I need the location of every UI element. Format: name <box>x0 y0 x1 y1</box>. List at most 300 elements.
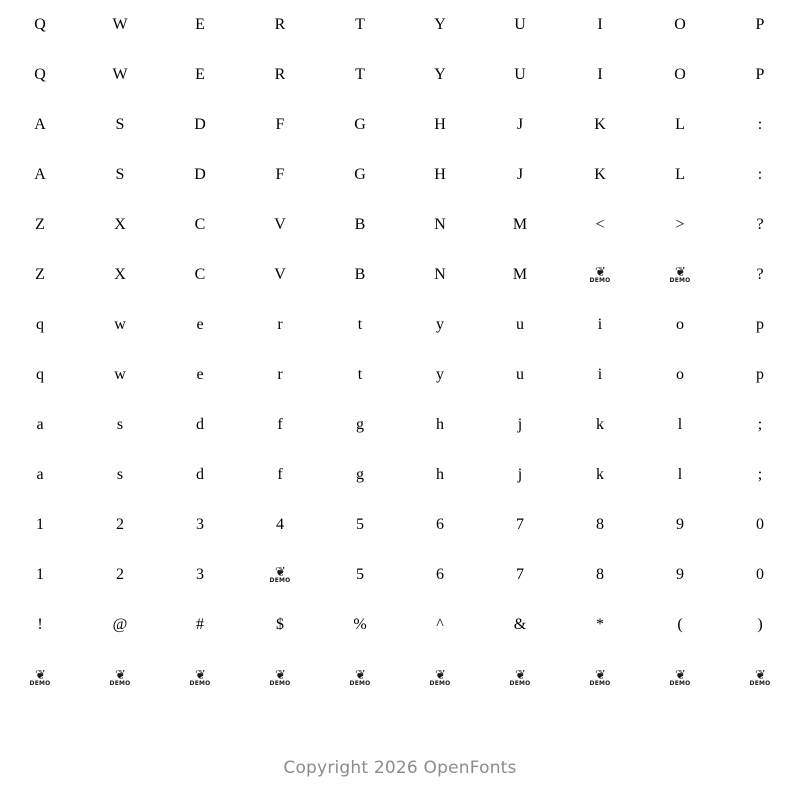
glyph: ? <box>756 266 764 283</box>
glyph-cell <box>160 250 240 300</box>
glyph: ^ <box>436 616 444 633</box>
glyph: 1 <box>36 566 44 583</box>
glyph: B <box>354 266 366 283</box>
glyph: o <box>676 316 684 333</box>
glyph-cell <box>400 150 480 200</box>
glyph-cell <box>320 450 400 500</box>
glyph-cell <box>640 200 720 250</box>
demo-label: DEMO <box>269 576 291 584</box>
glyph: l <box>677 466 683 483</box>
flower-icon: ❦ <box>435 667 445 683</box>
glyph: 0 <box>756 566 764 583</box>
glyph-cell <box>160 0 240 50</box>
glyph-cell <box>240 650 320 706</box>
glyph-cell <box>0 150 80 200</box>
glyph-cell <box>160 450 240 500</box>
glyph: K <box>594 116 606 133</box>
glyph: E <box>195 66 205 83</box>
glyph-cell <box>0 250 80 300</box>
glyph: E <box>195 16 205 33</box>
glyph: G <box>354 116 366 133</box>
glyph: I <box>597 16 603 33</box>
glyph: O <box>674 66 686 83</box>
glyph-cell <box>640 400 720 450</box>
glyph: 3 <box>196 516 204 533</box>
glyph-cell <box>0 400 80 450</box>
glyph: U <box>514 66 526 83</box>
glyph: N <box>434 266 446 283</box>
glyph: T <box>355 16 365 33</box>
glyph-cell <box>400 350 480 400</box>
glyph: ; <box>757 416 763 433</box>
demo-placeholder-glyph <box>510 669 531 687</box>
glyph-cell <box>480 0 560 50</box>
glyph-cell <box>320 100 400 150</box>
glyph: 0 <box>756 516 764 533</box>
glyph: Y <box>434 66 446 83</box>
glyph: G <box>354 166 366 183</box>
demo-label: DEMO <box>589 276 611 284</box>
glyph: j <box>517 466 523 483</box>
glyph-cell <box>560 100 640 150</box>
glyph: p <box>756 366 764 383</box>
glyph: f <box>277 466 283 483</box>
glyph-cell <box>240 550 320 600</box>
glyph-cell <box>640 0 720 50</box>
glyph: * <box>596 616 604 633</box>
glyph: 9 <box>676 516 684 533</box>
demo-label: DEMO <box>669 276 691 284</box>
glyph-cell <box>640 100 720 150</box>
glyph: h <box>436 416 444 433</box>
glyph: % <box>353 616 367 633</box>
glyph-cell <box>400 250 480 300</box>
demo-placeholder-glyph <box>350 669 371 687</box>
copyright-footer: Copyright 2026 OpenFonts <box>283 758 517 778</box>
glyph-cell <box>560 0 640 50</box>
glyph: & <box>513 616 527 633</box>
glyph-cell <box>160 550 240 600</box>
glyph-cell <box>80 550 160 600</box>
glyph: Q <box>34 66 46 83</box>
glyph-cell <box>720 350 800 400</box>
glyph: u <box>516 366 524 383</box>
flower-icon: ❦ <box>355 667 365 683</box>
demo-label: DEMO <box>509 679 531 687</box>
glyph: 5 <box>356 516 364 533</box>
glyph-cell <box>480 350 560 400</box>
glyph-cell <box>320 350 400 400</box>
glyph-cell <box>720 50 800 100</box>
glyph: s <box>116 466 124 483</box>
glyph-cell <box>80 300 160 350</box>
glyph-cell <box>320 300 400 350</box>
glyph-cell <box>720 500 800 550</box>
glyph: V <box>274 266 286 283</box>
glyph-cell <box>240 50 320 100</box>
demo-placeholder-glyph <box>30 669 51 687</box>
glyph-cell <box>480 250 560 300</box>
glyph-cell <box>560 50 640 100</box>
glyph: f <box>277 416 283 433</box>
glyph: O <box>674 16 686 33</box>
glyph-cell <box>80 150 160 200</box>
glyph-cell <box>80 500 160 550</box>
glyph: P <box>755 16 765 33</box>
glyph: e <box>196 366 204 383</box>
glyph-cell <box>400 650 480 706</box>
flower-icon: ❦ <box>195 667 205 683</box>
glyph: o <box>676 366 684 383</box>
glyph: J <box>516 116 524 133</box>
glyph: R <box>274 66 286 83</box>
glyph: 6 <box>436 566 444 583</box>
demo-placeholder-glyph <box>750 669 771 687</box>
glyph-cell <box>320 200 400 250</box>
glyph: A <box>34 116 46 133</box>
glyph: a <box>36 466 44 483</box>
glyph-cell <box>0 100 80 150</box>
glyph: i <box>597 316 603 333</box>
glyph-cell <box>720 550 800 600</box>
glyph: q <box>36 366 44 383</box>
glyph-cell <box>480 650 560 706</box>
glyph-cell <box>320 150 400 200</box>
glyph: 8 <box>596 566 604 583</box>
glyph-cell <box>640 550 720 600</box>
glyph-cell <box>160 600 240 650</box>
glyph: w <box>114 366 126 383</box>
glyph-cell <box>240 500 320 550</box>
glyph-cell <box>0 50 80 100</box>
glyph: g <box>356 466 364 483</box>
flower-icon: ❦ <box>595 264 605 280</box>
glyph-cell <box>320 600 400 650</box>
glyph-cell <box>720 650 800 706</box>
demo-label: DEMO <box>589 679 611 687</box>
glyph-cell <box>640 300 720 350</box>
glyph-cell <box>320 500 400 550</box>
glyph-cell <box>320 400 400 450</box>
glyph-cell <box>480 600 560 650</box>
glyph-cell <box>640 600 720 650</box>
glyph: y <box>436 316 444 333</box>
glyph: C <box>194 216 206 233</box>
glyph-cell <box>320 50 400 100</box>
glyph: $ <box>276 616 284 633</box>
glyph-cell <box>480 300 560 350</box>
glyph: Q <box>34 16 46 33</box>
glyph: Y <box>434 16 446 33</box>
glyph: X <box>114 266 126 283</box>
flower-icon: ❦ <box>275 667 285 683</box>
glyph-cell <box>240 250 320 300</box>
glyph-cell <box>240 350 320 400</box>
glyph: H <box>434 116 446 133</box>
glyph: : <box>757 116 763 133</box>
glyph-cell <box>400 550 480 600</box>
glyph: # <box>196 616 204 633</box>
glyph: l <box>677 416 683 433</box>
glyph: p <box>756 316 764 333</box>
glyph-cell <box>720 600 800 650</box>
glyph-cell <box>400 50 480 100</box>
glyph: U <box>514 16 526 33</box>
glyph: : <box>757 166 763 183</box>
glyph: 7 <box>516 566 524 583</box>
glyph-cell <box>480 50 560 100</box>
glyph: V <box>274 216 286 233</box>
demo-placeholder-glyph <box>430 669 451 687</box>
flower-icon: ❦ <box>675 667 685 683</box>
glyph-cell <box>720 100 800 150</box>
glyph-cell <box>640 50 720 100</box>
glyph: a <box>36 416 44 433</box>
glyph: N <box>434 216 446 233</box>
glyph-cell <box>720 150 800 200</box>
glyph: j <box>517 416 523 433</box>
glyph-cell <box>80 400 160 450</box>
glyph-cell <box>320 250 400 300</box>
glyph-cell <box>320 550 400 600</box>
glyph-cell <box>480 500 560 550</box>
demo-label: DEMO <box>669 679 691 687</box>
glyph: 8 <box>596 516 604 533</box>
glyph-cell <box>240 600 320 650</box>
glyph-cell <box>0 450 80 500</box>
glyph-cell <box>80 0 160 50</box>
flower-icon: ❦ <box>595 667 605 683</box>
glyph: 3 <box>196 566 204 583</box>
demo-label: DEMO <box>109 679 131 687</box>
glyph: H <box>434 166 446 183</box>
glyph-cell <box>160 350 240 400</box>
glyph-cell <box>400 500 480 550</box>
glyph-cell <box>160 150 240 200</box>
glyph-cell <box>0 650 80 706</box>
glyph: M <box>512 266 528 283</box>
glyph: 5 <box>356 566 364 583</box>
glyph: g <box>356 416 364 433</box>
glyph: ! <box>37 616 43 633</box>
glyph: k <box>596 466 604 483</box>
glyph: D <box>194 166 206 183</box>
glyph: 1 <box>36 516 44 533</box>
glyph: X <box>114 216 126 233</box>
glyph: > <box>675 216 685 233</box>
glyph: A <box>34 166 46 183</box>
glyph: P <box>755 66 765 83</box>
glyph: 6 <box>436 516 444 533</box>
glyph-cell <box>640 450 720 500</box>
glyph: s <box>116 416 124 433</box>
glyph-cell <box>160 200 240 250</box>
glyph: h <box>436 466 444 483</box>
glyph-cell <box>0 500 80 550</box>
glyph-cell <box>400 400 480 450</box>
glyph: @ <box>112 616 128 633</box>
glyph-cell <box>640 150 720 200</box>
glyph: S <box>115 166 125 183</box>
glyph-cell <box>720 200 800 250</box>
glyph-cell <box>560 500 640 550</box>
glyph: u <box>516 316 524 333</box>
glyph-cell <box>560 300 640 350</box>
glyph-cell <box>0 200 80 250</box>
glyph-cell <box>400 100 480 150</box>
glyph-cell <box>480 150 560 200</box>
flower-icon: ❦ <box>35 667 45 683</box>
glyph: 9 <box>676 566 684 583</box>
glyph: w <box>114 316 126 333</box>
glyph: Z <box>35 216 45 233</box>
glyph-cell <box>80 350 160 400</box>
demo-label: DEMO <box>189 679 211 687</box>
glyph: T <box>355 66 365 83</box>
glyph-cell <box>640 500 720 550</box>
glyph-cell <box>160 650 240 706</box>
glyph-cell <box>240 150 320 200</box>
glyph-cell <box>0 600 80 650</box>
glyph-cell <box>160 400 240 450</box>
glyph: ? <box>756 216 764 233</box>
glyph: I <box>597 66 603 83</box>
glyph-cell <box>720 450 800 500</box>
glyph-cell <box>80 450 160 500</box>
glyph-cell <box>80 650 160 706</box>
demo-placeholder-glyph <box>110 669 131 687</box>
glyph: M <box>512 216 528 233</box>
glyph: i <box>597 366 603 383</box>
glyph: e <box>196 316 204 333</box>
glyph: ; <box>757 466 763 483</box>
glyph-cell <box>480 550 560 600</box>
glyph-cell <box>640 350 720 400</box>
demo-label: DEMO <box>349 679 371 687</box>
glyph: S <box>115 116 125 133</box>
glyph-cell <box>160 100 240 150</box>
glyph: ) <box>757 616 763 633</box>
glyph-cell <box>80 50 160 100</box>
glyph-cell <box>560 400 640 450</box>
glyph-cell <box>240 0 320 50</box>
glyph: 4 <box>276 516 284 533</box>
glyph-cell <box>480 400 560 450</box>
glyph-cell <box>320 0 400 50</box>
glyph-cell <box>560 150 640 200</box>
glyph-cell <box>0 550 80 600</box>
glyph: k <box>596 416 604 433</box>
demo-label: DEMO <box>29 679 51 687</box>
glyph: C <box>194 266 206 283</box>
glyph: K <box>594 166 606 183</box>
glyph: 7 <box>516 516 524 533</box>
glyph: L <box>675 166 685 183</box>
glyph: L <box>675 116 685 133</box>
glyph: 2 <box>116 516 124 533</box>
demo-placeholder-glyph <box>670 266 691 284</box>
glyph: r <box>277 366 283 383</box>
glyph-cell <box>0 300 80 350</box>
demo-placeholder-glyph <box>590 669 611 687</box>
glyph: d <box>196 416 204 433</box>
flower-icon: ❦ <box>115 667 125 683</box>
glyph-cell <box>240 100 320 150</box>
glyph-cell <box>160 500 240 550</box>
glyph: < <box>595 216 605 233</box>
glyph: F <box>275 166 285 183</box>
glyph-cell <box>240 450 320 500</box>
glyph-cell <box>160 50 240 100</box>
glyph-cell <box>320 650 400 706</box>
glyph-cell <box>720 300 800 350</box>
demo-placeholder-glyph <box>270 669 291 687</box>
glyph: D <box>194 116 206 133</box>
demo-placeholder-glyph <box>190 669 211 687</box>
glyph-cell <box>480 200 560 250</box>
glyph-cell <box>240 400 320 450</box>
glyph-cell <box>560 350 640 400</box>
glyph: d <box>196 466 204 483</box>
glyph-cell <box>400 0 480 50</box>
glyph: r <box>277 316 283 333</box>
glyph-cell <box>80 200 160 250</box>
glyph-cell <box>400 300 480 350</box>
demo-label: DEMO <box>269 679 291 687</box>
demo-placeholder-glyph <box>670 669 691 687</box>
glyph-cell <box>400 450 480 500</box>
glyph-cell <box>640 250 720 300</box>
glyph: 2 <box>116 566 124 583</box>
glyph-cell <box>0 350 80 400</box>
glyph: q <box>36 316 44 333</box>
glyph-cell <box>400 600 480 650</box>
glyph-cell <box>0 0 80 50</box>
demo-placeholder-glyph <box>270 566 291 584</box>
glyph: F <box>275 116 285 133</box>
glyph: t <box>357 366 363 383</box>
glyph-cell <box>160 300 240 350</box>
glyph-cell <box>560 200 640 250</box>
glyph: t <box>357 316 363 333</box>
flower-icon: ❦ <box>755 667 765 683</box>
flower-icon: ❦ <box>515 667 525 683</box>
glyph-cell <box>560 650 640 706</box>
glyph: W <box>112 16 128 33</box>
glyph-cell <box>720 400 800 450</box>
glyph-cell <box>560 550 640 600</box>
glyph: R <box>274 16 286 33</box>
glyph: W <box>112 66 128 83</box>
glyph: B <box>354 216 366 233</box>
glyph-cell <box>480 100 560 150</box>
glyph: Z <box>35 266 45 283</box>
glyph-cell <box>560 250 640 300</box>
glyph-cell <box>80 100 160 150</box>
glyph-cell <box>720 250 800 300</box>
demo-label: DEMO <box>429 679 451 687</box>
glyph-cell <box>720 0 800 50</box>
glyph-cell <box>240 300 320 350</box>
glyph-cell <box>80 250 160 300</box>
flower-icon: ❦ <box>275 564 285 580</box>
demo-label: DEMO <box>749 679 771 687</box>
glyph-cell <box>80 600 160 650</box>
glyph-cell <box>240 200 320 250</box>
glyph-cell <box>560 600 640 650</box>
glyph-cell <box>640 650 720 706</box>
glyph-cell <box>480 450 560 500</box>
